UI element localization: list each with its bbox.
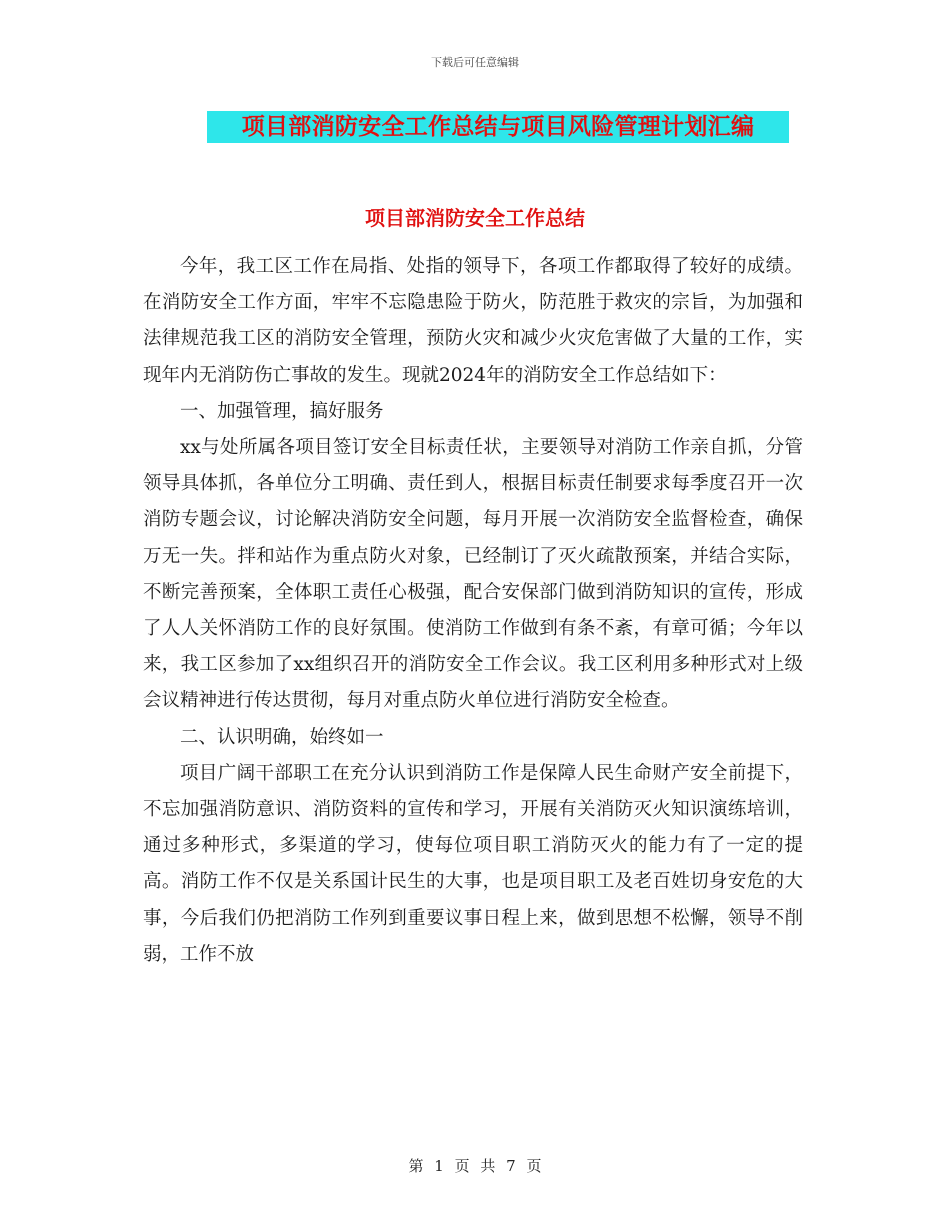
document-title: 项目部消防安全工作总结与项目风险管理计划汇编 — [207, 111, 789, 143]
subheading-1: 一、加强管理，搞好服务 — [180, 400, 384, 422]
page-footer: 第 1 页 共 7 页 — [408, 1157, 542, 1175]
paragraph-awareness: 项目广阔干部职工在充分认识到消防工作是保障人民生命财产安全前提下，不忘加强消防意识、消防资料的宣传和学习，开展有关消防灭火知识演练培训，通过多种形式，多渠道的学习，使每位项目职工消防灭火的能力有了一定的提高。消防工作不仅是关系国计民生的大事，也是项目职工及老百姓切身安危的大事，今后我们仍把消防工作列到重要议事日程上来，做到思想不松懈，领导不削弱，工作不放 — [143, 762, 803, 965]
subheading-2: 二、认识明确，始终如一 — [180, 726, 384, 748]
section-title: 项目部消防安全工作总结 — [365, 206, 585, 230]
paragraph-management: xx与处所属各项目签订安全目标责任状，主要领导对消防工作亲自抓，分管领导具体抓，各单位分工明确、责任到人，根据目标责任制要求每季度召开一次消防专题会议，讨论解决消防安全问题，每月开展一次消防安全监督检查，确保万无一失。拌和站作为重点防火对象，已经制订了灭火疏散预案，并结合实际，不断完善预案，全体职工责任心极强，配合安保部门做到消防知识的宣传，形成了人人关怀消防工作的良好氛围。使消防工作做到有条不紊，有章可循；今年以来，我工区参加了xx组织召开的消防安全工作会议。我工区利用多种形式对上级会议精神进行传达贯彻，每月对重点防火单位进行消防安全检查。 — [143, 437, 803, 712]
paragraph-intro: 今年，我工区工作在局指、处指的领导下，各项工作都取得了较好的成绩。在消防安全工作方面，牢牢不忘隐患险于防火，防范胜于救灾的宗旨，为加强和法律规范我工区的消防安全管理，预防火灾和减少火灾危害做了大量的工作，实现年内无消防伤亡事故的发生。现就2024年的消防安全工作总结如下： — [143, 256, 803, 386]
document-body — [143, 249, 803, 973]
header-note: 下载后可任意编辑 — [431, 56, 519, 69]
